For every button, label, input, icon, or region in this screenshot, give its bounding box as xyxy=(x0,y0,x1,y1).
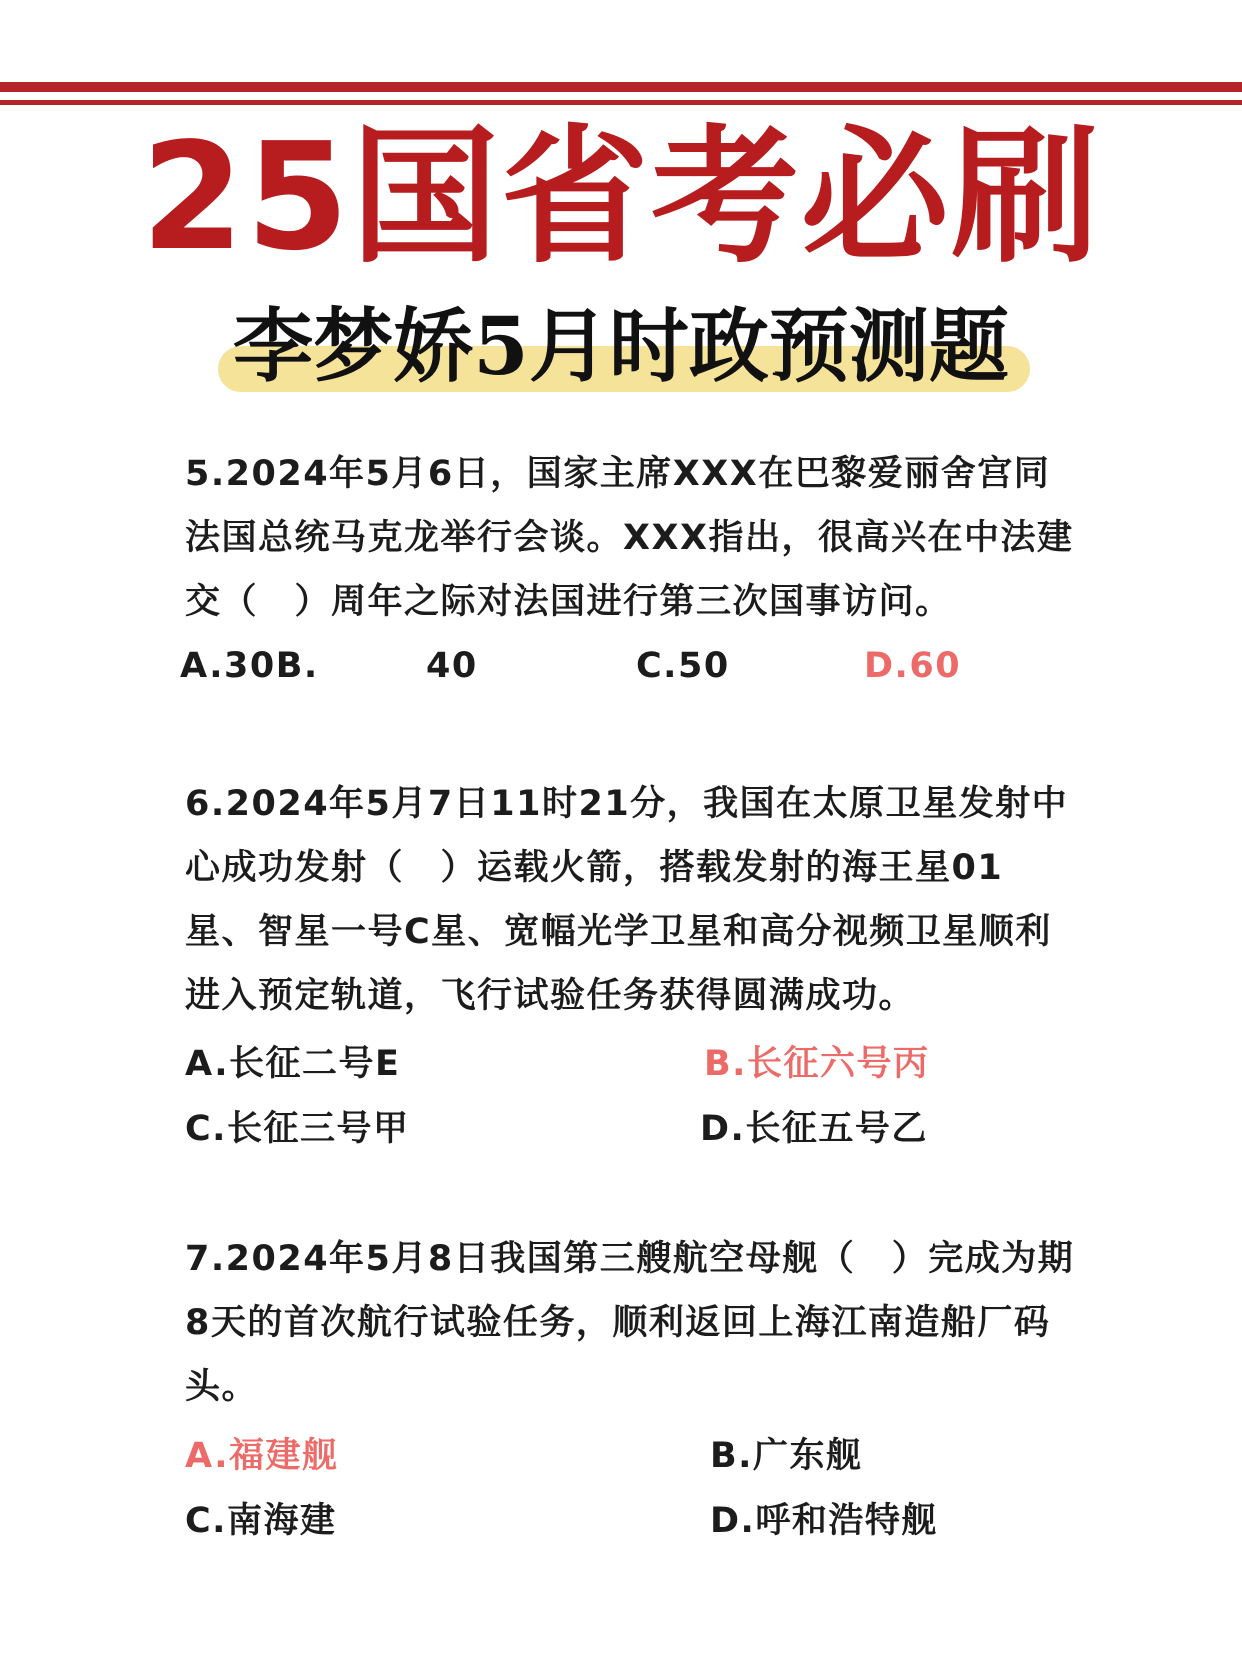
page-title: 25国省考必刷 xyxy=(141,111,1101,283)
question-5-option-b: 40 xyxy=(426,646,478,686)
page-subtitle: 李梦娇5月时政预测题 xyxy=(233,299,1009,393)
top-rule-thick xyxy=(0,82,1242,92)
question-7-option-b: B.广东舰 xyxy=(710,1436,863,1476)
question-7-option-a-answer: A.福建舰 xyxy=(185,1436,339,1476)
question-6-option-c: C.长征三号甲 xyxy=(185,1109,410,1149)
question-5-option-c: C.50 xyxy=(636,646,730,686)
question-5-text: 5.2024年5月6日，国家主席XXX在巴黎爱丽舍宫同法国总统马克龙举行会谈。XXX指出，很高兴在中法建交（ ）周年之际对法国进行第三次国事访问。 xyxy=(185,454,1074,622)
question-6-text: 6.2024年5月7日11时21分，我国在太原卫星发射中心成功发射（ ）运载火箭，搭载发射的海王星01星、智星一号C星、宽幅光学卫星和高分视频卫星顺利进入预定轨道，飞行试验任务获得圆满成功。 xyxy=(185,784,1069,1016)
subtitle-block xyxy=(0,298,1242,398)
question-6-option-b-answer: B.长征六号丙 xyxy=(704,1044,930,1084)
question-7-option-d: D.呼和浩特舰 xyxy=(710,1501,938,1541)
question-6-option-a: A.长征二号E xyxy=(185,1044,401,1084)
question-6-option-d: D.长征五号乙 xyxy=(700,1109,928,1149)
question-7-option-c: C.南海建 xyxy=(185,1501,337,1541)
question-5-option-a: A.30B. xyxy=(180,646,319,686)
question-5-option-d-answer: D.60 xyxy=(864,646,962,686)
question-7-text: 7.2024年5月8日我国第三艘航空母舰（ ）完成为期8天的首次航行试验任务，顺利返回上海江南造船厂码头。 xyxy=(185,1239,1075,1407)
top-rule-thin xyxy=(0,100,1242,105)
